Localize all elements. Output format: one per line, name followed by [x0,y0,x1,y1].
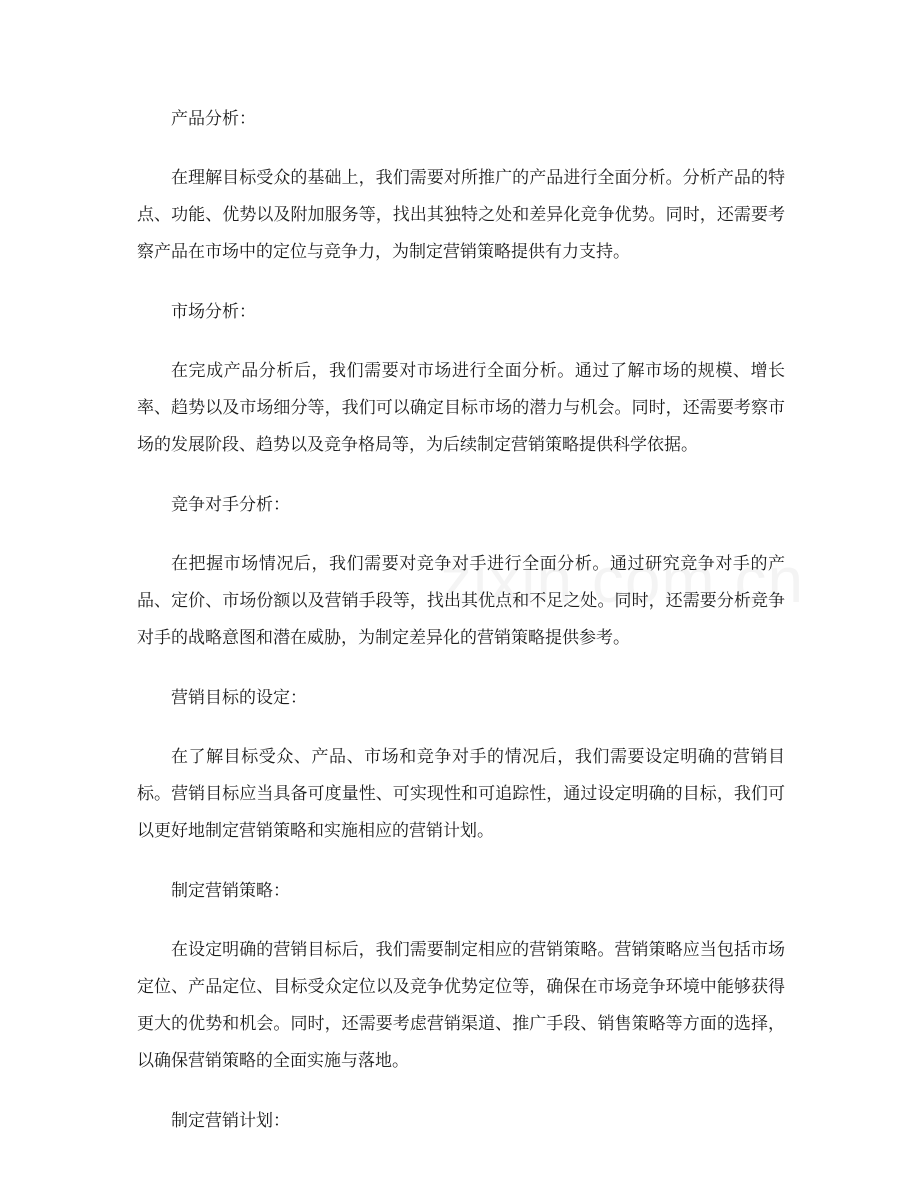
section-heading-product-analysis: 产品分析： [171,109,256,129]
section-heading-marketing-plan: 制定营销计划： [171,1111,290,1131]
document-body [137,104,785,1162]
section-body-product-analysis: 在理解目标受众的基础上，我们需要对所推广的产品进行全面分析。分析产品的特点、功能、优势以及附加服务等，找出其独特之处和差异化竞争优势。同时，还需要考察产品在市场中的定位与竞争力，为制定营销策略提供有力支持。 [137,168,785,262]
section-heading-competitor-analysis: 竞争对手分析： [171,495,290,515]
section-body-market-analysis: 在完成产品分析后，我们需要对市场进行全面分析。通过了解市场的规模、增长率、趋势以及市场细分等，我们可以确定目标市场的潜力与机会。同时，还需要考察市场的发展阶段、趋势以及竞争格局等，为后续制定营销策略提供科学依据。 [137,361,785,455]
section-heading-marketing-strategy: 制定营销策略： [171,881,290,901]
section-body-marketing-goals: 在了解目标受众、产品、市场和竞争对手的情况后，我们需要设定明确的营销目标。营销目标应当具备可度量性、可实现性和可追踪性，通过设定明确的目标，我们可以更好地制定营销策略和实施相应的营销计划。 [137,747,785,841]
section-heading-marketing-goals: 营销目标的设定： [171,688,307,708]
section-body-marketing-strategy: 在设定明确的营销目标后，我们需要制定相应的营销策略。营销策略应当包括市场定位、产品定位、目标受众定位以及竞争优势定位等，确保在市场竞争环境中能够获得更大的优势和机会。同时，还需要考虑营销渠道、推广手段、销售策略等方面的选择，以确保营销策略的全面实施与落地。 [137,940,785,1071]
section-heading-market-analysis: 市场分析： [171,302,256,322]
section-body-competitor-analysis: 在把握市场情况后，我们需要对竞争对手进行全面分析。通过研究竞争对手的产品、定价、市场份额以及营销手段等，找出其优点和不足之处。同时，还需要分析竞争对手的战略意图和潜在威胁，为制定差异化的营销策略提供参考。 [137,554,785,648]
